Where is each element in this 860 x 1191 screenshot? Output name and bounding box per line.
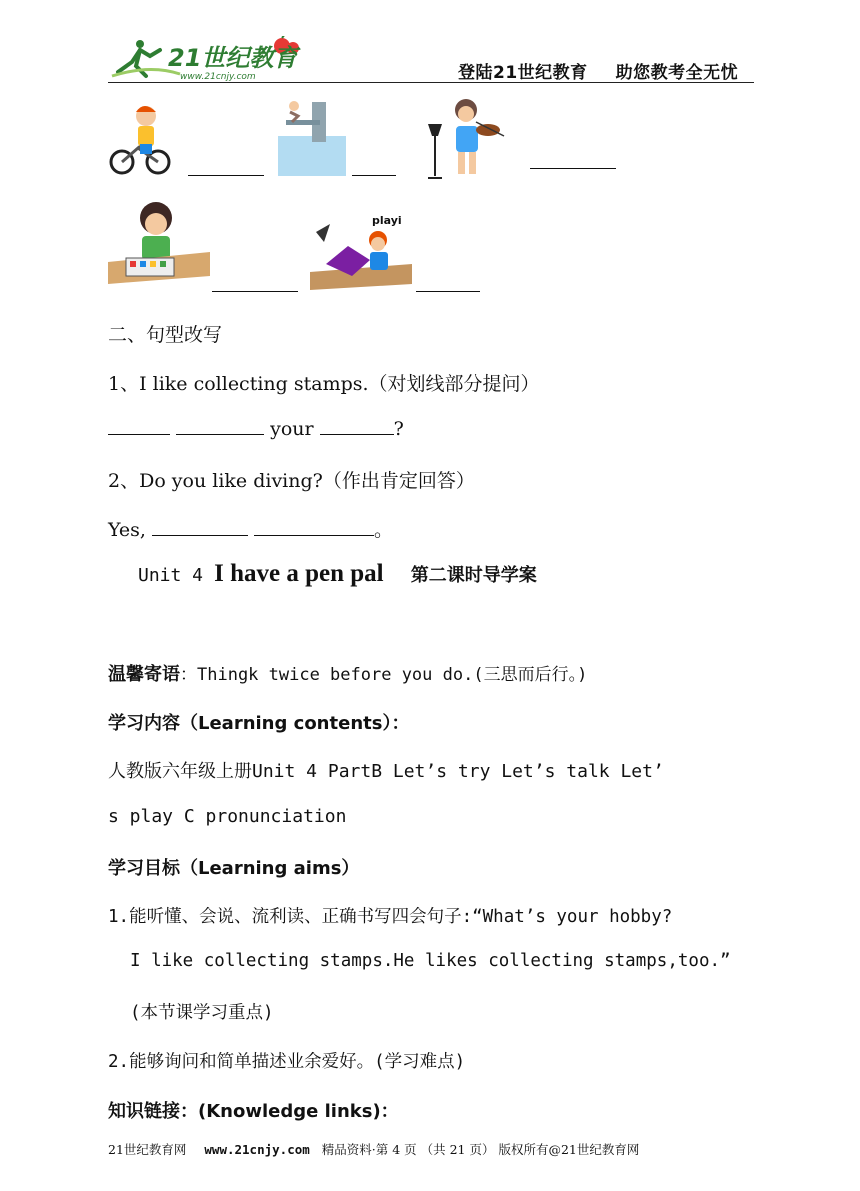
answer-word: Yes, — [108, 519, 146, 541]
answer-punct: 。 — [374, 519, 394, 541]
answer-blank[interactable] — [188, 174, 264, 176]
footer-info: 精品资料·第 4 页 （共 21 页） 版权所有@21世纪教育网 — [321, 1142, 640, 1157]
stamps-picture — [106, 196, 212, 288]
tip-line — [108, 660, 587, 686]
question-2: 2、Do you like diving?（作出肯定回答） — [108, 470, 475, 492]
violin-picture — [418, 96, 506, 180]
header-divider — [108, 82, 754, 83]
logo-url: www.21cnjy.com — [180, 72, 256, 82]
kite-picture — [308, 212, 414, 290]
unit-title — [138, 560, 537, 588]
aim-1-line-3: (本节课学习重点) — [130, 1003, 274, 1023]
links-heading: 知识链接：(Knowledge links)： — [108, 1101, 399, 1122]
contents-line-1: 人教版六年级上册Unit 4 PartB Let’s try Let’s talk Let’ — [108, 761, 664, 782]
section-heading: 二、句型改写 — [108, 324, 223, 346]
contents-heading: 学习内容（Learning contents）： — [108, 713, 410, 734]
answer-blank[interactable] — [108, 433, 170, 435]
answer-blank[interactable] — [530, 168, 616, 169]
answer-blank[interactable] — [416, 290, 480, 292]
answer-word: your — [270, 418, 314, 440]
answer-line-2 — [108, 515, 393, 542]
footer-url[interactable]: www.21cnjy.com — [204, 1142, 310, 1157]
answer-blank[interactable] — [212, 290, 298, 292]
header-motto: 助您教考全无忧 — [615, 63, 739, 83]
unit-prefix: Unit 4 — [138, 565, 204, 586]
aim-1-line-1: 1.能听懂、会说、流利读、正确书写四会句子:“What’s your hobby? — [108, 907, 673, 927]
unit-name: I have a pen pal — [214, 560, 384, 587]
logo-text: 21世纪教育 — [168, 44, 298, 72]
answer-blank[interactable] — [152, 534, 248, 536]
unit-suffix: 第二课时导学案 — [410, 565, 537, 586]
footer-site: 21世纪教育网 — [108, 1142, 187, 1157]
aim-1-line-2: I like collecting stamps.He likes collecting stamps,too.” — [130, 951, 731, 971]
diving-picture — [272, 92, 348, 178]
aim-2: 2.能够询问和简单描述业余爱好。(学习难点) — [108, 1052, 466, 1072]
answer-blank[interactable] — [254, 534, 374, 536]
bike-boy-picture — [108, 100, 172, 180]
answer-punct: ? — [393, 418, 404, 440]
kite-label: playi — [372, 214, 402, 227]
answer-blank[interactable] — [320, 433, 394, 435]
aims-heading: 学习目标（Learning aims） — [108, 858, 360, 879]
tip-label: 温馨寄语 — [108, 664, 180, 685]
tip-text: ：Thingk twice before you do.(三思而后行。) — [180, 665, 588, 685]
site-logo — [110, 36, 310, 82]
question-1: 1、I like collecting stamps.（对划线部分提问） — [108, 373, 540, 395]
header-site: 登陆21世纪教育 — [458, 63, 588, 83]
page-footer — [108, 1140, 639, 1158]
answer-blank[interactable] — [176, 433, 264, 435]
answer-blank[interactable] — [352, 174, 396, 176]
contents-line-2: s play C pronunciation — [108, 806, 347, 827]
header-slogan — [458, 58, 738, 83]
answer-line-1 — [108, 418, 404, 440]
